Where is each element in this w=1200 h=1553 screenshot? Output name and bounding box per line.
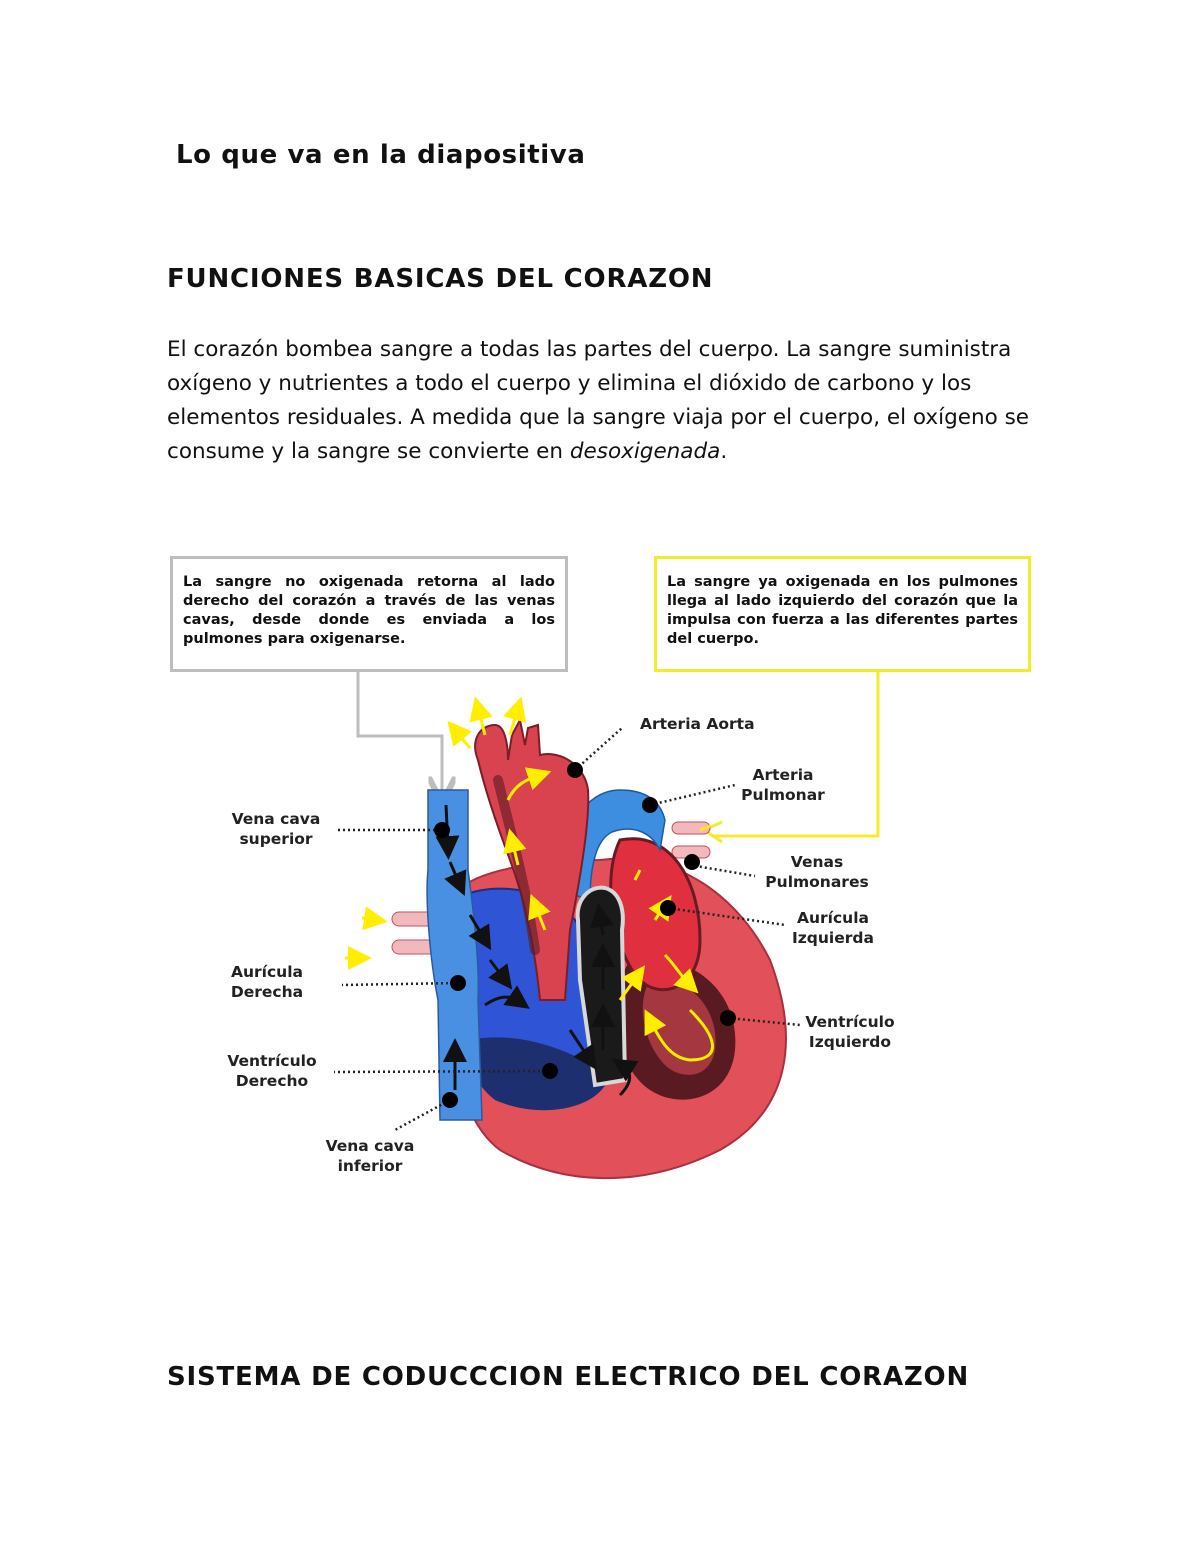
label-line: Arteria xyxy=(752,766,814,784)
label-arteria-pulmonar xyxy=(738,765,828,805)
label-line: Pulmonares xyxy=(765,873,869,891)
callout-deoxygenated: La sangre no oxigenada retorna al lado derecho del corazón a través de las venas cavas, desde donde es enviada a los pulmones para oxigenarse. xyxy=(170,556,568,672)
paragraph-end: . xyxy=(720,439,728,464)
label-line: Vena cava xyxy=(325,1137,415,1155)
label-line: Derecho xyxy=(235,1072,309,1090)
label-auricula-izquierda xyxy=(788,908,878,948)
label-line: Ventrículo xyxy=(805,1013,895,1031)
label-line: Ventrículo xyxy=(227,1052,317,1070)
label-vena-cava-inferior xyxy=(322,1136,418,1176)
label-auricula-derecha xyxy=(222,962,312,1002)
label-venas-pulmonares xyxy=(762,852,872,892)
label-line: Venas xyxy=(790,853,844,871)
section-heading-sistema: SISTEMA DE CODUCCCION ELECTRICO DEL CORAZON xyxy=(167,1362,970,1392)
label-ventriculo-derecho xyxy=(222,1051,322,1091)
label-line: Aurícula xyxy=(231,963,303,981)
paragraph-text: El corazón bombea sangre a todas las partes del cuerpo. La sangre suministra oxígeno y nutrientes a todo el cuerpo y elimina el dióxido de carbono y los elementos residuales. A medida que la sangre viaja por el cuerpo, el oxígeno se consume y la sangre se convierte en xyxy=(167,337,1030,464)
label-line: superior xyxy=(239,830,313,848)
label-vena-cava-superior xyxy=(228,809,324,849)
label-line: Derecha xyxy=(230,983,304,1001)
label-arteria-aorta: Arteria Aorta xyxy=(640,715,755,733)
label-ventriculo-izquierdo xyxy=(800,1012,900,1052)
label-line: Vena cava xyxy=(231,810,321,828)
label-line: inferior xyxy=(337,1157,403,1175)
section-heading-funciones: FUNCIONES BASICAS DEL CORAZON xyxy=(167,264,714,294)
label-line: Izquierda xyxy=(792,929,874,947)
label-line: Izquierdo xyxy=(808,1033,892,1051)
callout-left-connector xyxy=(358,672,442,790)
callout-oxygenated: La sangre ya oxigenada en los pulmones llega al lado izquierdo del corazón que la impulsa con fuerza a las diferentes partes del cuerpo. xyxy=(654,556,1031,672)
document-subtitle: Lo que va en la diapositiva xyxy=(176,140,586,170)
callout-right-connector xyxy=(712,672,878,836)
paragraph-italic-term: desoxigenada xyxy=(569,439,721,464)
label-line: Pulmonar xyxy=(741,786,825,804)
label-line: Aurícula xyxy=(797,909,869,927)
